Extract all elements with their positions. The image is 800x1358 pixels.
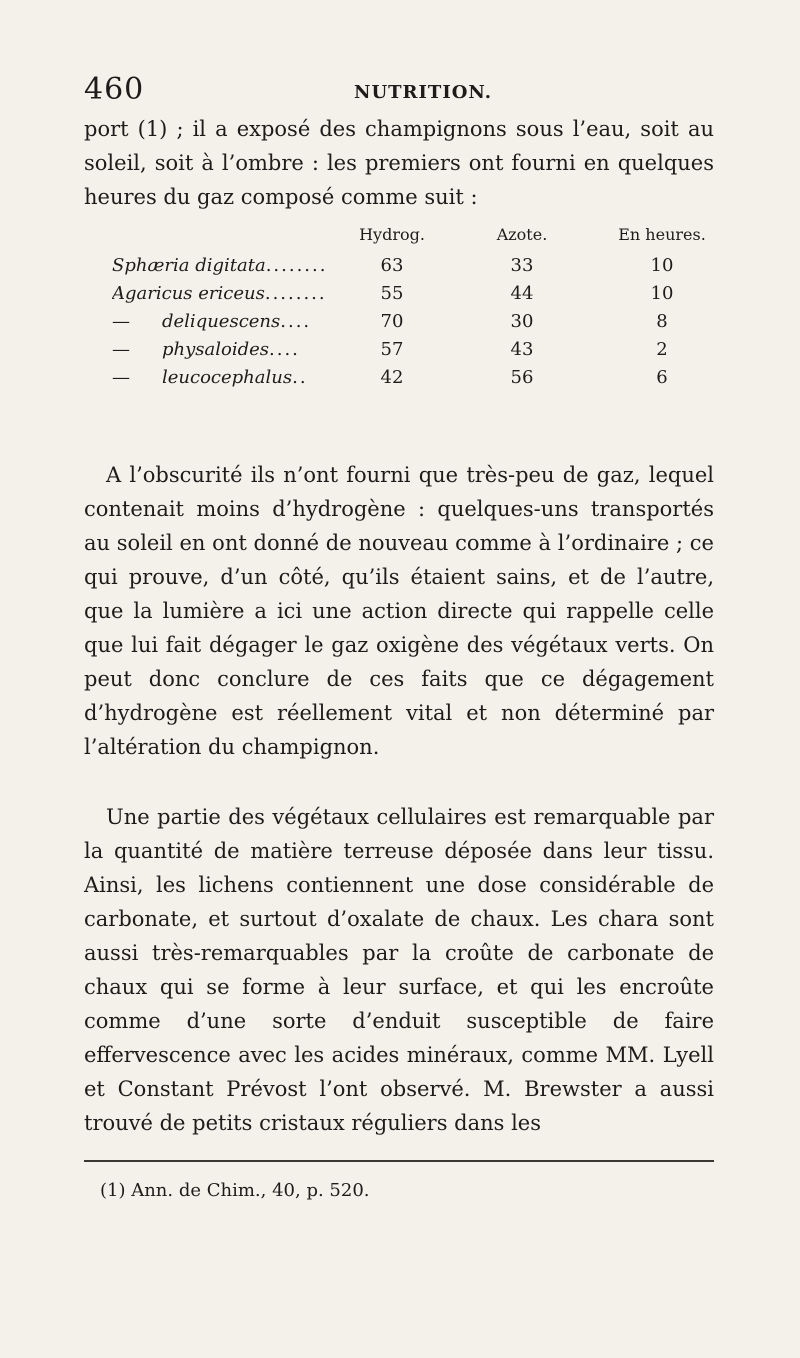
- table-row: [112, 255, 772, 283]
- leader-dots: ....: [280, 311, 312, 332]
- gas-composition-table: [112, 225, 772, 395]
- species-name: [112, 283, 367, 304]
- hydrogen-value: 42: [380, 367, 404, 388]
- species-epithet: ericeus: [198, 283, 265, 304]
- table-row: [112, 311, 772, 339]
- footnote: (1) Ann. de Chim., 40, p. 520.: [100, 1180, 370, 1201]
- species-name: [112, 255, 367, 276]
- species-epithet: leucocephalus: [162, 367, 293, 388]
- leader-dots: ........: [264, 283, 327, 304]
- species-name: [112, 311, 367, 332]
- table-row: [112, 283, 772, 311]
- page-number: 460: [84, 72, 145, 107]
- hours-value: 10: [650, 255, 674, 276]
- hours-value: 6: [656, 367, 668, 388]
- hydrogen-value: 55: [380, 283, 404, 304]
- genus-name: Agaricus: [112, 283, 193, 304]
- leader-dots: ..: [292, 367, 308, 388]
- leader-dots: ........: [265, 255, 328, 276]
- azote-value: 44: [510, 283, 534, 304]
- species-epithet: deliquescens: [162, 311, 281, 332]
- species-epithet: physaloides: [162, 339, 270, 360]
- ditto-dash: —: [112, 311, 130, 332]
- footnote-divider: [84, 1160, 714, 1162]
- genus-name: Sphæria: [112, 255, 190, 276]
- azote-value: 56: [510, 367, 534, 388]
- hours-value: 10: [650, 283, 674, 304]
- azote-value: 33: [510, 255, 534, 276]
- table-header-row: [112, 225, 772, 255]
- azote-value: 30: [510, 311, 534, 332]
- azote-value: 43: [510, 339, 534, 360]
- species-name: [112, 367, 367, 388]
- body-paragraph: A l’obscurité ils n’ont fourni que très-peu de gaz, lequel contenait moins d’hydrogène : quelques-uns transportés au soleil en ont donné de nouveau comme à l’ordinaire ; ce qui prouve, d’un côté, qu’ils étaient sains, et de l’autre, que la lumière a ici une action directe qui rappelle celle que lui fait dégager le gaz oxigène des végétaux verts. On peut donc conclure de ces faits que ce dégagement d’hydrogène est réellement vital et non déterminé par l’altération du champignon.: [84, 463, 714, 759]
- column-header-azote: Azote.: [496, 225, 548, 244]
- column-header-hydrogen: Hydrog.: [359, 225, 425, 244]
- ditto-dash: —: [112, 367, 130, 388]
- table-row: [112, 367, 772, 395]
- running-title: NUTRITION.: [354, 82, 492, 103]
- leader-dots: ....: [269, 339, 300, 360]
- species-epithet: digitata: [195, 255, 266, 276]
- column-header-hours: En heures.: [618, 225, 706, 244]
- body-paragraph: Une partie des végétaux cellulaires est remarquable par la quantité de matière terreuse déposée dans leur tissu. Ainsi, les lichens contiennent une dose considérable de carbonate, et surtout d’oxalate de chaux. Les chara sont aussi très-remarquables par la croûte de carbonate de chaux qui se forme à leur surface, et qui les encroûte comme d’une sorte d’enduit susceptible de faire effervescence avec les acides minéraux, comme MM. Lyell et Constant Prévost l’ont observé. M. Brewster a aussi trouvé de petits cristaux réguliers dans les: [84, 805, 714, 1135]
- hydrogen-value: 63: [380, 255, 404, 276]
- hydrogen-value: 57: [380, 339, 404, 360]
- species-name: [112, 339, 367, 360]
- intro-paragraph: port (1) ; il a exposé des champignons sous l’eau, soit au soleil, soit à l’ombre : les premiers ont fourni en quelques heures du gaz composé comme suit :: [84, 117, 714, 209]
- hydrogen-value: 70: [380, 311, 404, 332]
- table-row: [112, 339, 772, 367]
- ditto-dash: —: [112, 339, 130, 360]
- hours-value: 2: [656, 339, 668, 360]
- hours-value: 8: [656, 311, 668, 332]
- page-header: [84, 72, 710, 116]
